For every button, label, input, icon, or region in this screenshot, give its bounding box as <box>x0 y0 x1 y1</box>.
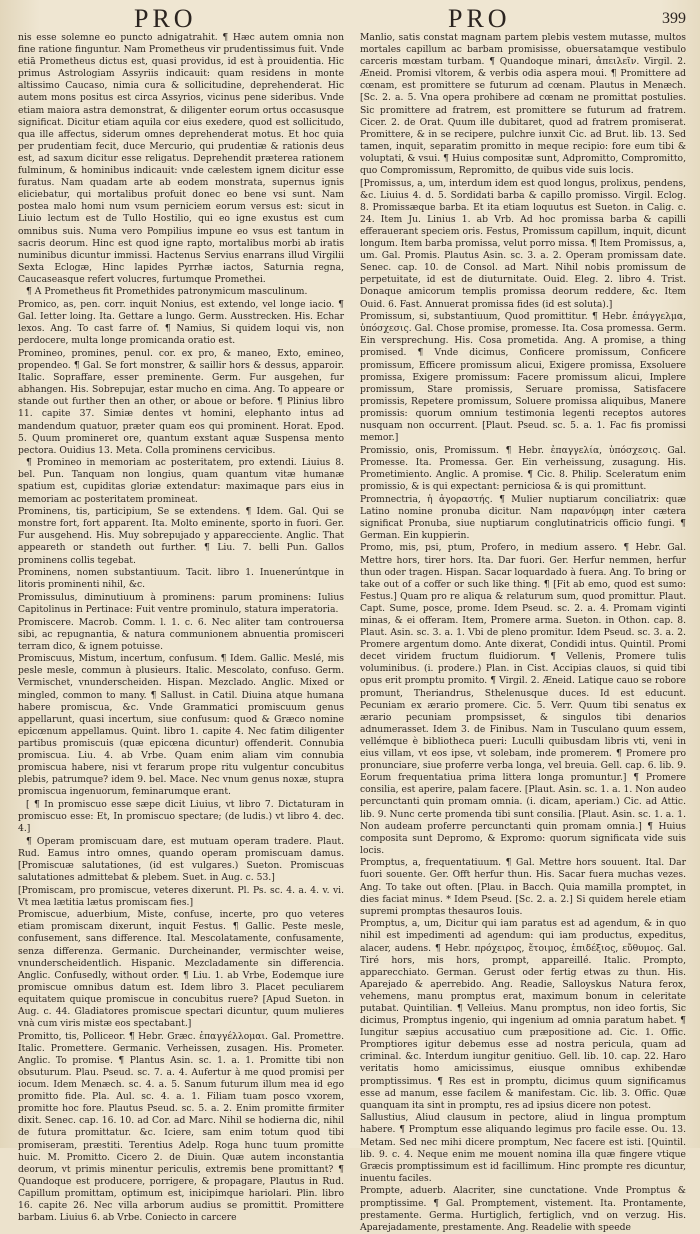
entry-paragraph: ¶ A Prometheus fit Promethides patronymicum masculinum. <box>26 286 308 298</box>
entry-paragraph: Promitto, tis, Polliceor. ¶ Hebr. Græc. ἐπαγγέλλομαι. Gal. Promettre. Italic. Promettere. Germanic. Verheissen, zusagen. His. Prometer. Anglic. To promise. ¶ Plantus Asin. sc. 1. a. 1. Promitte tibi non obsuturum. Plau. Pseud. sc. 7. a. 4. Aufertur à me quod promisi per iocum. Idem Menæch. sc. 4. a. 5. Sanum futurum illum mea id ego promitto fide. Pla. Aul. sc. 4. a. 1. Filiam tuam posco vxorem, promitte hoc fore. Plautus Pseud. sc. 5. a. 2. Enim promitte firmiter dixit. Senec. cap. 16. 10. ad Cor. ad Marc. Nihil se hodierna dic, nihil de futura promittatur. &c. Iciere, sam enim totum quod tibi promiseram, præstiti. Terentius Adelp. Roga hunc tuum promitte huic. M. Promitto. Cicero 2. de Diuin. Quæ autem inconstantia deorum, vt primis minentur periculis, extremis bene promittant? ¶ Quandoque est producere, porrigere, & propagare, Plautus in Rud. Capillum promittam, optimum est, inicipimque hariolari. Plin. libro 16. capite 26. Nec villa arborum audius se promittit. Promittere barbam. Liuius 6. ab Vrbe. Coniecto in carcere <box>18 1030 344 1224</box>
entry-paragraph: Prominens, nomen substantiuum. Tacit. libro 1. Inuenerúntque in litoris prominenti nihil, &c. <box>18 567 344 591</box>
entry-paragraph: ¶ Promineo in memoriam ac posteritatem, pro extendi. Liuius 8. bel. Pun. Tanquam non longius, quam quantum vitæ humanæ spatium est, cupiditas gloriæ extendatur: maximaque pars eius in memoriam ac posteritatem promineat. <box>18 457 344 505</box>
entry-paragraph: Promico, as, pen. corr. inquit Nonius, est extendo, vel longe iacio. ¶ Gal. Ietter loing. Ita. Gettare a lungo. Germ. Ausstrecken. His. Echar lexos. Ang. To cast farre of. ¶ Namius, Si quidem loqui vis, non perdocere, multa longe promicanda oratio est. <box>18 299 344 347</box>
right-column <box>356 32 686 1233</box>
entry-paragraph: Promo, mis, psi, ptum, Profero, in medium assero. ¶ Hebr. Gal. Mettre hors, tirer hors. Ita. Dar fuori. Ger. Herfur nemmen, herfur thun oder tragen. Hispan. Sacar loquardado à fuera. Ang. To bring or take out of a coffer or such like thing. ¶ [Fit ab emo, quod est sumo: Festus.] Quam pro re aliqua & relaturum sum, quod promittur. Plaut. Capt. Sume, posce, prome. Idem Pseud. sc. 2. a. 4. Promam viginti minas, & ei offeram. Item, Promere arma. Sueton. in Othon. cap. 8. Plaut. Asin. sc. 3. a. 1. Vbi de pleno promitur. Idem Pseud. sc. 3. a. 2. Promere argentum domo. Ante dixerat, Condidi intus. Quintil. Promi decet viridem fructum fluidiorum. ¶ Vellenis, Promere tulis voluminibus. (i. prodere.) Plan. in Cist. Accipias clauos, si quid tibi opus erit promptu promito. ¶ Virgil. 2. Æneid. Latique cauo se robore promunt, Theriandrus, Sthelenusque duces. Id est educunt. Pecuniam ex ærario promere. Cic. 5. Verr. Quum tibi senatus ex ærario pecuniam prompsisset, & singulos tibi denarios adnumerasset. Idem 3. de Finibus. Nam in Tusculano quum essem, vellémque è bibliotheca pueri: Luculli quibusdam libris vti, veni in eius villam, vt eos ipse, vt solebam, inde promerem. ¶ Promere pro pronunciare, siue proferre verba longa, vel breuia. Gell. cap. 6. lib. 9. Eorum frequentatiua prima littera longa promuntur.] ¶ Promere consilia, est aperire, palam facere. [Plaut. Asin. sc. 1. a. 1. Non audeo percunctanti quin promam omnia. (i. dicam, aperiam.) Cic. ad Attic. lib. 9. Nunc certe promenda tibi sunt consilia. [Plaut. Asin. sc. 1. a. 1. Non audeam proferre percunctanti quin promam omnia.] ¶ Huius composita sunt Depromo, & Expromo: quorum significata vide suis locis. <box>360 542 686 856</box>
entry-paragraph: ¶ Operam promiscuam dare, est mutuam operam tradere. Plaut. Rud. Eamus intro omnes, quando operam promiscuam damus. [Promiscuæ salutationes, (id est vulgares.) Sueton. Promiscuas salutationes admittebat & plebem. Suet. in Aug. c. 53.] <box>18 835 344 883</box>
entry-paragraph: Promptus, a, um, Dicitur qui iam paratus est ad agendum, & in quo nihil est impedimenti ad agendum: qui iam productus, expeditus, alacer, audens. ¶ Hebr. πρόχειρος, ἕτοιμος, ἐπιδέξιος, εὔθυμος. Gal. Tiré hors, mis hors, prompt, appareillé. Italic. Prompto, apparecchiato. German. Gerust oder fertig etwas zu thun. His. Aparejado & aperrebido. Ang. Readie, Salloyskus Natura ferox, vehemens, manu promptus erat, maximum bonum in celeritate putabat. Quintilian. ¶ Velleius. Manu promptus, non ideo fortis, Sic dicimus, Promptus ingenio, qui ingenium ad omnia paratum habet. ¶ Iungitur sæpius accusatiuo cum præpositione ad. Cic. 1. Offic. Promptiores igitur debemus esse ad nostra pericula, quam ad criminal. &c. Interdum iungitur genitiuo. Gell. lib. 10. cap. 22. Haro veritatis homo amicissimus, eiusque omnibus exhibendæ promptissimus. ¶ Res est in promptu, dicimus quum significamus esse ad manum, esse facilem & manifestam. Cic. lib. 3. Offic. Quæ quanquam ita sint in promptu, res ad ipsius dicere non potest. <box>360 918 686 1111</box>
entry-paragraph: [ ¶ In promiscuo esse sæpe dicit Liuius, vt libro 7. Dictaturam in promiscuo esse: Et, In promiscuo spectare; (de ludis.) vt libro 4. dec. 4.] <box>18 798 344 835</box>
entry-paragraph: Promnectria, ἡ ἀγοραστής. ¶ Mulier nuptiarum conciliatrix: quæ Latino nomine pronuba dicitur. Nam παρανύμφη inter cætera significat Pronuba, siue nuptiarum conglutinatricis officio fungi. ¶ German. Ein kuppierin. <box>360 493 686 541</box>
entry-paragraph: Promptus, a, frequentatiuum. ¶ Gal. Mettre hors souuent. Ital. Dar fuori souente. Ger. Offt herfur thun. His. Sacar fuera muchas vezes. Ang. To take out often. [Plau. in Bacch. Quia mamilla promptet, in dies faciat minus. * Idem Pseud. [Sc. 2. a. 2.] Si quidem herele etiam supremi promptas thesauros Iouis. <box>360 857 686 917</box>
text-columns <box>18 32 686 1233</box>
entry-paragraph: Sallustius, Aliud clausum in pectore, aliud in lingua promptum habere. ¶ Promptum esse aliquando legimus pro facile esse. Ou. 13. Metam. Sed nec mihi dicere promptum, Nec facere est isti. [Quintil. lib. 9. c. 4. Neque enim me mouent nomina illa quæ fingere vtique Græcis promptissimum est id facillimum. Hinc prompte res dicuntur, inuentu faciles. <box>360 1112 686 1184</box>
running-head-left: PRO <box>134 4 197 33</box>
entry-paragraph: Promiscere. Macrob. Comm. l. 1. c. 6. Nec aliter tam controuersa sibi, ac repugnantia, & natura communionem abnuentia promisceri terram dico, & ignem potuisse. <box>18 616 344 652</box>
entry-paragraph: nis esse solemne eo puncto adnigatrahit. ¶ Hæc autem omnia non fine ratione finguntur. Nam Prometheus vir prudentissimus fuit. Vnde etiā Prometheus dictus est, quasi providus, id est à prouidentia. Hic primus Astrologiam Assyriis indicauit: quam residens in monte altissimo Caucaso, nimia cura & sollicitudine, deprehenderat. Hic autem mons positus est circa Assyrios, vicinus pene sideribus. Vnde etiam maiora astra demonstrat, & diligenter eorum ortus occasusque significat. Dicitur etiam aquila cor eius exedere, quod est sollicitudo, qua ille affectus, siderum omnes deprehenderat motus. Et hoc quia per prudentiam fecit, duce Mercurio, qui prudentiæ & rationis deus est, ad saxum dicitur esse religatus. Deprehendit præterea rationem fulminum, & hominibus indicauit: vnde cælestem ignem dicitur esse furatus. Nam quadam arte ab eodem monstrata, supernus ignis eliciebatur, qui mortalibus profuit donec eo bene vsi sunt. Nam postea malo homi num vsum perniciem eorum versus est: sicut in Liuio lectum est de Tullo Hostilio, qui eo igne exustus est cum omnibus suis. Numa vero Pompilius impune eo vsus est tantum in sacris deorum. Hinc est quod igne rapto, mortalibus morbi ab iratis numinibus dicuntur immissi. Hactenus Servius enarrans illud Virgilii Sexta Eclogæ, Hinc lapides Pyrrhæ iactos, Saturnia regna, Caucaseasque refert volucres, furtumque Promethei. <box>18 32 344 285</box>
entry-paragraph: Promissio, onis, Promissum. ¶ Hebr. ἐπαγγελία, ὑπόσχεσις. Gal. Promesse. Ita. Promessa. Ger. Ein verheissung, zusagung. His. Prometimiento. Anglic. A promise. ¶ Cic. 8. Philip. Sceleratum enim promissio, & is qui expectant: perniciosa & is qui promittunt. <box>360 444 686 492</box>
left-column <box>18 32 344 1224</box>
page-header <box>18 4 686 33</box>
entry-paragraph: Promineo, promines, penul. cor. ex pro, & maneo, Exto, emineo, propendeo. ¶ Gal. Se fort monstrer, & saillir hors & dessus, apparoir. Italic. Sopraffare, esser preminente. Germ. Fur ausgehen, fur abhangen. His. Sobrepujar, estar mucho en cima. Ang. To appeare or stande out further then an other, or aboue or before. ¶ Plinius libro 11. capite 37. Simiæ dentes vt homini, elephanto intus ad mandendum quatuor, præter quam eos qui prominent. Horat. Epod. 5. Quum promineret ore, quantum exstant aquæ Suspensa mento pectora. Ouidius 13. Meta. Colla prominens cervicibus. <box>18 347 344 456</box>
entry-paragraph: Manlio, satis constat magnam partem plebis vestem mutasse, multos mortales capillum ac barbam promisisse, obuersatamque vestibulo carceris mœstam turbam. ¶ Quandoque minari, ἀπειλεῖν. Virgil. 2. Æneid. Promisi vltorem, & verbis odia aspera moui. ¶ Promittere ad cœnam, est promittere se futurum ad cœnam. Plautus in Menæch. [Sc. 2. a. 5. Vna opera prohibere ad cœnam ne promittat postulies. Sic promittere ad fratrem, est promittere se futurum ad fratrem. Cicer. 2. de Orat. Quum ille dubitaret, quod ad fratrem promiserat. Promittere, & in se recipere, pulchre iunxit Cic. ad Brut. lib. 13. Sed tamen, inquit, separatim promitto in meque recipio: fore eum tibi & voluptati, & vsui. ¶ Huius compositæ sunt, Adpromitto, Compromitto, quo Compromissum, Repromitto, de quibus vide suis locis. <box>360 32 686 177</box>
entry-paragraph: Promissum, si, substantiuum, Quod promittitur. ¶ Hebr. ἐπάγγελμα, ὑπόσχεσις. Gal. Chose promise, promesse. Ita. Cosa promessa. Germ. Ein versprechung. His. Cosa prometida. Ang. A promise, a thing promised. ¶ Vnde dicimus, Conficere promissum, Conficere promissum, Efficere promissum alicui, Exigere promissa, Exsoluere promissa, Exigere promissum: Facere promissum alicui, Implere promissum, Stare promissis, Seruare promissa, Satisfacere promissis, Repetere promissum, Soluere promissa aliquibus, Manere promissis: quorum omnium testimonia legenti receptos autores nusquam non occurrent. [Plaut. Pseud. sc. 5. a. 1. Fac fis promissi memor.] <box>360 311 686 444</box>
entry-paragraph: Prominens, tis, participium, Se se extendens. ¶ Idem. Gal. Qui se monstre fort, fort apparent. Ita. Molto eminente, sporto in fuori. Ger. Fur ausgehend. His. Muy sobrepujado y apparecciente. Anglic. That appeareth or standeth out further. ¶ Liu. 7. belli Pun. Gallos prominens collis tegebat. <box>18 506 344 566</box>
entry-paragraph: Promissulus, diminutiuum à prominens: parum prominens: Iulius Capitolinus in Pertinace: Fuit ventre prominulo, statura imperatoria. <box>18 591 344 615</box>
entry-paragraph: [Promiscam, pro promiscue, veteres dixerunt. Pl. Ps. sc. 4. a. 4. v. vi. Vt mea lætitia lætus promiscam fies.] <box>18 884 344 908</box>
page-number: 399 <box>662 10 686 27</box>
entry-paragraph: Promiscuus, Mistum, incertum, confusum. ¶ Idem. Gallic. Meslé, mis pesle mesle, commun à plusieurs. Italic. Mescolato, confuso. Germ. Vermischet, vnunderscheiden. Hispan. Mezclado. Anglic. Mixed or mingled, common to many. ¶ Sallust. in Catil. Diuina atque humana habere promiscua, &c. Vnde Grammatici promiscuum genus appellarunt, quasi incertum, siue confusum: quod & Græco nomine epicœnum appellamus. Quint. libro 1. capite 4. Nec fatim diligenter partibus promiscuis (quæ epicœna dicuntur) offenderit. Connubia promiscua. Liu. 4. ab Vrbe. Quam enim aliam vim connubia promiscua habere, nisi vt ferarum prope ritu vulgentur concubitus plebis, patrumque? idem 9. bel. Mace. Nec vnum genus noxæ, stupra promiscua ingenuorum, feminarumque erant. <box>18 653 344 798</box>
running-head-right: PRO <box>448 4 511 33</box>
entry-paragraph: Prompte, aduerb. Alacriter, sine cunctatione. Vnde Promptus & promptissime. ¶ Gal. Promptement, vistement. Ita. Prontamente, prestamente. Germa. Hurtiglich, fertiglich, vnd on verzug. His. Aparejadamente, prestamente. Ang. Readelie with speede <box>360 1185 686 1233</box>
entry-paragraph: [Promissus, a, um, interdum idem est quod longus, prolixus, pendens, &c. Liuius 4. d. 5. Sordidati barba & capillo promisso. Virgil. Eclog. 8. Promissæque barba. Et ita etiam loquutus est Sueton. in Calig. c. 24. Item Ju. Linius 1. ab Vrb. Ad hoc promissa barba & capilli efferauerant speciem oris. Festus, Promissum capillum, inquit, dicunt longum. Item barba promissa, velut porro missa. ¶ Item Promissus, a, um. Gal. Promis. Plautus Asin. sc. 3. a. 2. Operam promissam date. Senec. cap. 10. de Consol. ad Mart. Nihil nobis promissum de perpetuitate, id est de diuturnitate. Ouid. Eleg. 2. libro 4. Trist. Donaque amicorum templis promissa deorum reddere, &c. Item Ouid. 6. Fast. Annuerat promissa fides (id est soluta).] <box>360 177 686 310</box>
entry-paragraph: Promiscue, aduerbium, Miste, confuse, incerte, pro quo veteres etiam promiscam dixerunt, inquit Festus. ¶ Gallic. Peste mesle, confusement, sans difference. Ital. Mescolatamente, confusamente, senza differenza. Germanic. Durcheinander, vermischter weise, vnunderscheidentlich. Hispanic. Mezcladamente sin differencia. Anglic. Confusedly, without order. ¶ Liu. 1. ab Vrbe, Eodemque iure promiscue omnibus datum est. Idem libro 3. Placet peculiarem equitatem quique promiscue in concubitus ruere? [Apud Sueton. in Aug. c. 44. Gladiatores promiscue spectari dicuntur, quum mulieres vnà cum viris mistæ eos spectabant.] <box>18 909 344 1030</box>
